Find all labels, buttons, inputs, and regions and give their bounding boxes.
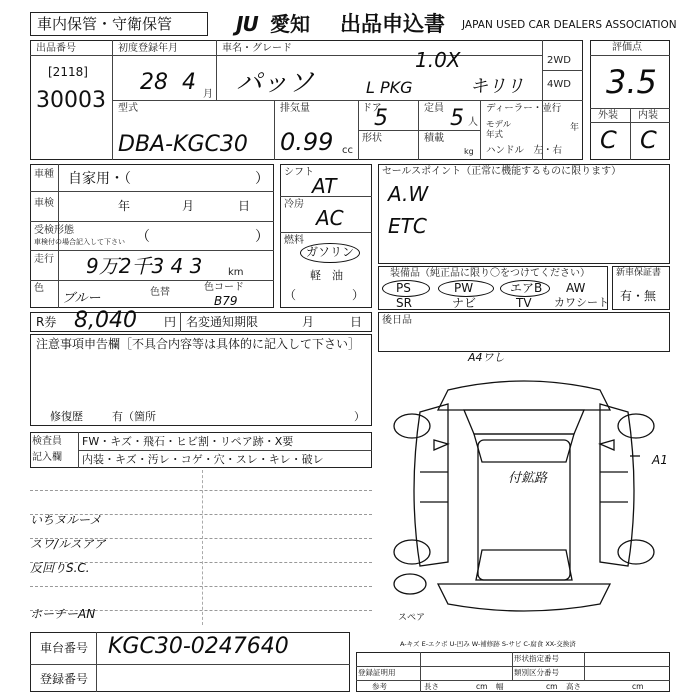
exterior-value: C [600, 126, 617, 154]
equip-airbag: エアB [510, 281, 543, 295]
color-code-value: B79 [214, 294, 238, 308]
car-diagram [378, 352, 670, 632]
note-line-3: 反回りS.C. [30, 561, 90, 575]
roof [478, 440, 570, 580]
front-hood [464, 410, 584, 434]
notes-label: 注意事項申告欄［不具合内容等は具体的に記入して下さい］ [36, 337, 361, 351]
length-cm: cm [476, 682, 488, 691]
selling-point-2: ETC [388, 214, 427, 238]
mileage-label: 走行 [34, 254, 54, 265]
damage-legend: A-キズ E-エクボ U-凹み W-補修跡 S-サビ C-腐食 XX-交換済 [400, 640, 576, 648]
cert-label: 登録証明用 [358, 668, 396, 677]
width-label: 幅 [496, 682, 504, 691]
after-items-label: 後日品 [382, 315, 412, 326]
acceptance-open: （ [136, 229, 150, 245]
displacement-unit: cc [342, 145, 353, 156]
shift-label: シフト [284, 167, 314, 178]
interior-value: C [640, 126, 657, 154]
model-label: 型式 [118, 103, 138, 114]
capacity-label: 定員 [424, 103, 444, 114]
after-items-box [378, 312, 670, 352]
car-name-label: 車名・グレード [222, 43, 292, 54]
exterior-label: 外装 [598, 110, 618, 121]
storage-note-box [30, 12, 208, 36]
load-unit: kg [464, 147, 474, 156]
car-grade-bottom: L PKG [366, 78, 413, 97]
chassis-value: KGC30-0247640 [108, 634, 289, 659]
acceptance-label: 受検形態 [34, 225, 74, 236]
repair-label: 修復歴 [50, 410, 83, 423]
rear-window [476, 550, 572, 580]
lot-number: 30003 [36, 88, 106, 113]
inspector-row-2: 内装・キズ・汚レ・コゲ・穴・スレ・キレ・破レ [82, 453, 324, 466]
class-spec-label: 類別区分番号 [514, 668, 559, 677]
selling-points-label: セールスポイント（正常に機能するものに限ります） [382, 166, 622, 177]
mileage-unit: km [228, 267, 244, 278]
registration-year: 28 [140, 70, 168, 95]
diagram-top-note: A4ワし [468, 351, 505, 364]
repair-close: ） [354, 410, 365, 423]
car-grade-top: 1.0X [415, 48, 461, 72]
warranty-label: 新車保証書 [616, 268, 662, 278]
gasoline-option: ガソリン [306, 245, 355, 259]
color-change-label: 色替 [150, 287, 170, 298]
color-label: 色 [34, 283, 44, 294]
shift-value: AT [312, 174, 337, 198]
height-label: 高さ [566, 682, 581, 691]
cooling-label: 冷房 [284, 199, 304, 210]
mileage-value: 9万2千3 4 3 [86, 254, 203, 278]
note-line-1: いちヌルーメ [30, 513, 102, 527]
dealer-year: 年式 [486, 130, 504, 140]
width-cm: cm [546, 682, 558, 691]
warranty-options: 有・無 [620, 289, 657, 303]
dealer-line: ディーラー・並行 [486, 103, 562, 114]
doors-label: ドア [362, 103, 382, 114]
region-label: 愛知 [270, 12, 310, 36]
windshield [474, 434, 574, 462]
name-change-month: 月 [302, 315, 315, 329]
inspector-label-1: 検査員 [32, 436, 62, 447]
displacement-label: 排気量 [280, 103, 310, 114]
capacity-unit: 人 [468, 117, 478, 128]
recycle-value: 8,040 [74, 308, 137, 333]
chassis-label: 車台番号 [40, 641, 89, 655]
load-label: 積載 [424, 133, 444, 144]
acceptance-close: ） [255, 229, 269, 245]
doors-value: 5 [374, 106, 388, 131]
name-change-label: 名変通知期限 [186, 315, 259, 329]
shape-label: 形状 [362, 133, 382, 144]
displacement-value: 0.99 [280, 128, 334, 156]
inspection-month: 月 [182, 199, 195, 213]
form-title: 出品申込書 [340, 12, 445, 36]
equip-pw: PW [454, 281, 474, 295]
interior-label: 内装 [638, 110, 658, 121]
front-outline [438, 381, 610, 410]
wheel-fr [618, 414, 654, 438]
diagram-interior-note: 付鉱路 [508, 471, 548, 486]
equip-ps: PS [396, 281, 411, 295]
repair-value: 有（箇所 [112, 410, 156, 423]
name-change-day: 日 [350, 315, 363, 329]
equip-sr: SR [396, 296, 412, 310]
rear-outline [438, 584, 610, 611]
registration-number-label: 登録番号 [40, 672, 89, 686]
lot-sub-number: [2118] [48, 65, 88, 79]
length-label: 長さ [424, 682, 439, 691]
registration-month: 4 [182, 70, 196, 95]
cert-grid [356, 652, 670, 692]
recycle-unit: 円 [164, 315, 177, 329]
association-name: JAPAN USED CAR DEALERS ASSOCIATION [462, 19, 677, 31]
wheel-fl [394, 414, 430, 438]
ref-label: 参考 [372, 682, 387, 691]
model-value: DBA-KGC30 [118, 132, 248, 157]
selling-point-1: A.W [388, 182, 429, 206]
equip-navi: ナビ [452, 296, 477, 310]
registration-month-unit: 月 [203, 89, 213, 100]
note-line-4: ホーチーAN [30, 607, 96, 621]
vehicle-type-close: ） [255, 171, 269, 187]
fuel-paren-open: （ [284, 288, 297, 302]
recycle-label: R券 [36, 315, 57, 329]
inspection-year: 年 [118, 199, 131, 213]
color-value: ブルー [62, 291, 101, 306]
left-side [414, 404, 448, 566]
inspector-row-1: FW・キズ・飛石・ヒビ割・リペア跡・X要 [82, 435, 294, 448]
fuel-label: 燃料 [284, 235, 304, 246]
equip-leather: カワシート [554, 296, 609, 309]
height-cm: cm [632, 682, 644, 691]
cooling-value: AC [316, 206, 344, 230]
diesel-option: 軽 油 [310, 269, 343, 282]
wheel-rl [394, 540, 430, 564]
car-grade-extra: キリリ [470, 76, 524, 97]
drive-2wd: 2WD [547, 55, 571, 66]
wheel-rr [618, 540, 654, 564]
dealer-model-year-unit: 年 [570, 123, 580, 133]
ju-logo: JU [236, 12, 258, 36]
color-code-label: 色コード [204, 282, 244, 293]
spare-label: スペア [398, 613, 426, 623]
vehicle-type-value: 自家用・（ [68, 171, 131, 187]
note-line-2: スワ/ルスアア [30, 537, 106, 551]
storage-note: 車内保管・守衛保管 [37, 15, 173, 33]
car-name: パッソ [236, 68, 315, 98]
dealer-handle: ハンドル 左・右 [486, 145, 563, 156]
spare-tire [394, 574, 426, 594]
score-value: 3.5 [606, 63, 657, 101]
inspector-label-2: 記入欄 [32, 452, 62, 463]
acceptance-note: 車検付の場合記入して下さい [34, 238, 125, 246]
inspection-day: 日 [238, 199, 251, 213]
diagram-right-note: A1 [652, 453, 668, 467]
vehicle-type-label: 車種 [34, 169, 54, 180]
drive-4wd: 4WD [547, 79, 571, 90]
shape-spec-label: 形状指定番号 [514, 654, 559, 663]
registration-label: 初度登録年月 [118, 43, 178, 54]
lot-label: 出品番号 [36, 43, 76, 54]
equip-aw: AW [566, 281, 586, 295]
dealer-model-year: モデル [486, 120, 512, 130]
right-side [600, 404, 634, 566]
equip-tv: TV [516, 296, 532, 310]
fuel-paren-close: ） [352, 288, 365, 302]
score-label: 評価点 [612, 42, 642, 53]
inspection-label: 車検 [34, 198, 54, 209]
equipment-label: 装備品（純正品に限り〇をつけてください） [390, 268, 590, 279]
capacity-value: 5 [450, 106, 464, 131]
